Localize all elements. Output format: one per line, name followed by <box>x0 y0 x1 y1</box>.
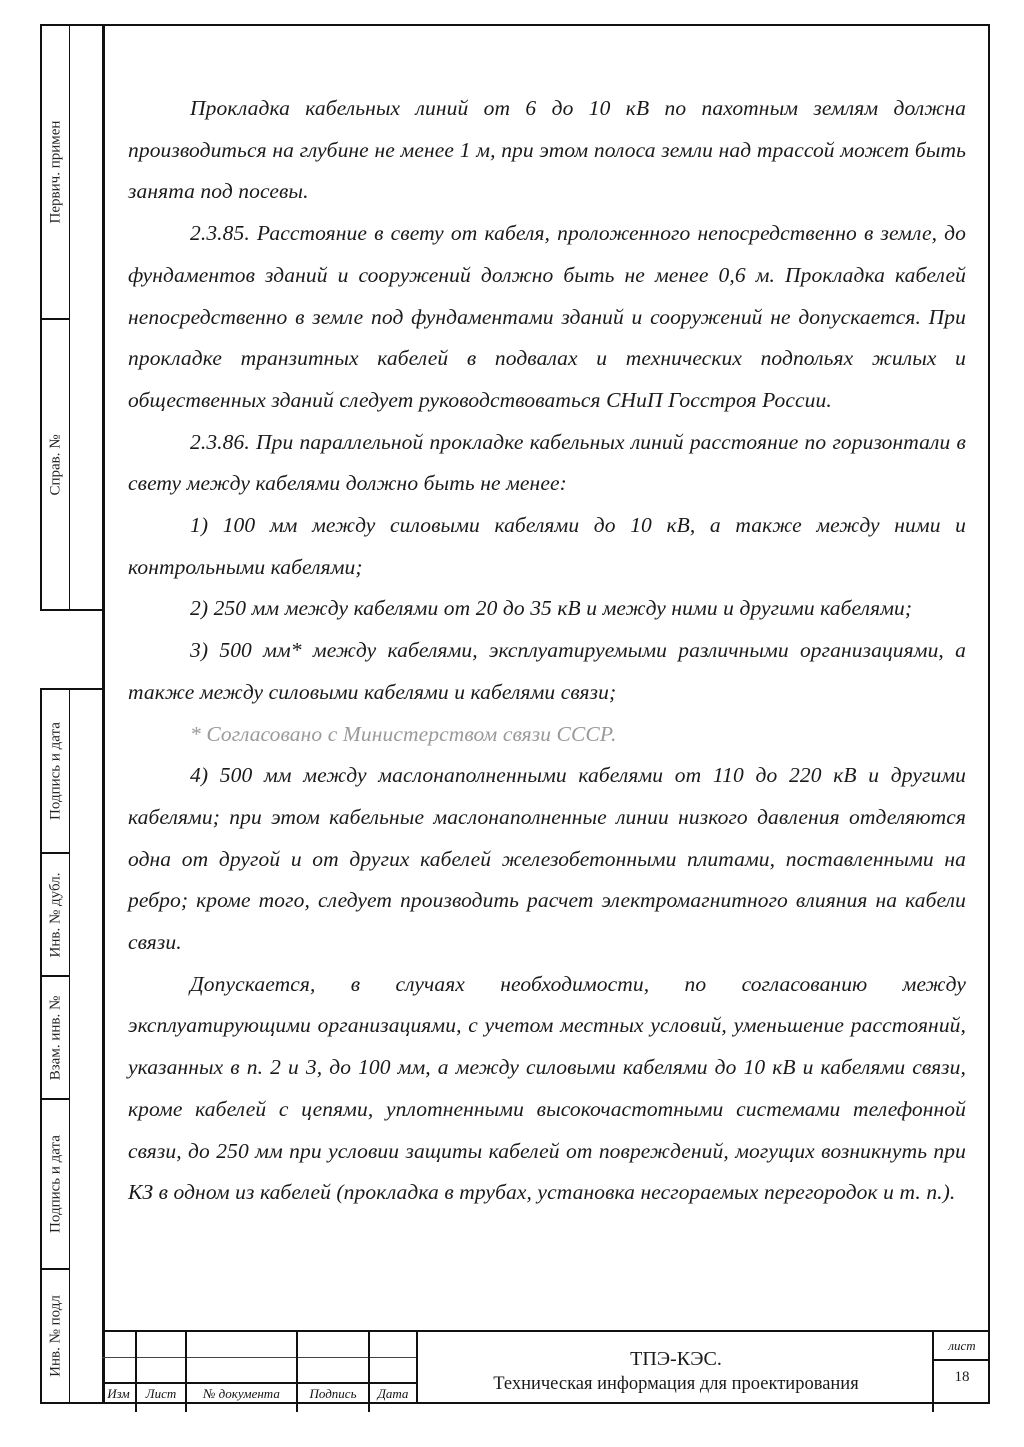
document-title: Техническая информация для проектирования <box>493 1374 859 1394</box>
paragraph-2-3-86: 2.3.86. При параллельной прокладке кабельных линий расстояние по горизонтали в свету между кабелями должно быть не менее: <box>128 429 966 496</box>
list-item-3: 3) 500 мм* между кабелями, эксплуатируемыми различными организациями, а также между силовыми кабелями и кабелями связи; <box>128 638 966 704</box>
side-cell-podpis-data-2 <box>42 1100 70 1270</box>
column-label-izm: Изм <box>107 1386 130 1401</box>
side-label-inv-dubl: Инв. № дубл. <box>47 872 64 957</box>
side-cell-vzam-inv <box>42 977 70 1100</box>
side-stamp-top <box>40 24 104 611</box>
side-cell-perv-primen <box>42 26 70 320</box>
title-block <box>102 1330 990 1404</box>
column-label-list: Лист <box>145 1386 177 1401</box>
side-label-podpis-data-2: Подпись и дата <box>47 1135 64 1233</box>
document-body <box>128 88 966 1214</box>
side-cell-podpis-data-1 <box>42 690 70 854</box>
sheet-cell <box>932 1332 990 1412</box>
side-cell-inv-podl <box>42 1270 70 1402</box>
column-label-doc-number: № документа <box>203 1386 280 1401</box>
sheet-label: лист <box>948 1338 976 1353</box>
side-label-perv-primen: Первич. примен <box>47 120 64 224</box>
side-label-podpis-data-1: Подпись и дата <box>47 722 64 820</box>
paragraph-2-3-85: 2.3.85. Расстояние в свету от кабеля, проложенного непосредственно в земле, до фундаментов зданий и сооружений должно быть не менее 0,6 м. Прокладка кабелей непосредственно в земле под фундаментами зданий и сооружений не допускается. При прокладке транзитных кабелей в подвалах и технических подпольях жилых и общественных зданий следует руководствоваться СНиП Госстроя России. <box>128 221 966 412</box>
column-label-date: Дата <box>377 1386 409 1401</box>
list-item-1: 1) 100 мм между силовыми кабелями до 10 кВ, а также между ними и контрольными кабелями; <box>128 513 966 579</box>
side-stamp-bottom <box>40 688 104 1404</box>
document-code: ТПЭ-КЭС. <box>630 1348 722 1370</box>
column-label-signature: Подпись <box>309 1386 357 1401</box>
side-label-vzam-inv: Взам. инв. № <box>47 995 64 1080</box>
paragraph-exceptions: Допускается, в случаях необходимости, по согласованию между эксплуатирующими организациями, с учетом местных условий, уменьшение расстояний, указанных в п. 2 и 3, до 100 мм, а между силовыми кабелями до 10 кВ и кабелями связи, кроме кабелей с цепями, уплотненными высокочастотными системами телефонной связи, до 250 мм при условии защиты кабелей от повреждений, могущих возникнуть при КЗ в одном из кабелей (прокладка в трубах, установка несгораемых перегородок и т. п.). <box>128 971 966 1205</box>
list-item-2: 2) 250 мм между кабелями от 20 до 35 кВ и между ними и другими кабелями; <box>190 596 913 621</box>
side-label-inv-podl: Инв. № подл <box>47 1295 64 1377</box>
side-cell-inv-dubl <box>42 854 70 977</box>
paragraph-plowland-depth: Прокладка кабельных линий от 6 до 10 кВ по пахотным землям должна производиться на глубине не менее 1 м, при этом полоса земли над трассой может быть занята под посевы. <box>128 96 966 204</box>
revision-grid <box>102 1332 416 1404</box>
side-cell-sprav-no <box>42 320 70 610</box>
list-item-4: 4) 500 мм между маслонаполненными кабелями от 110 до 220 кВ и другими кабелями; при этом кабельные маслонаполненные линии низкого давления отделяются одна от другой и от других кабелей железобетонными плитами, поставленными на ребро; кроме того, следует производить расчет электромагнитного влияния на кабели связи. <box>128 763 966 955</box>
document-title-cell <box>416 1332 934 1404</box>
sheet-divider <box>934 1359 990 1361</box>
sheet-number: 18 <box>954 1369 970 1385</box>
footnote: * Согласовано с Министерством связи СССР. <box>190 721 617 746</box>
side-label-sprav-no: Справ. № <box>47 434 64 496</box>
